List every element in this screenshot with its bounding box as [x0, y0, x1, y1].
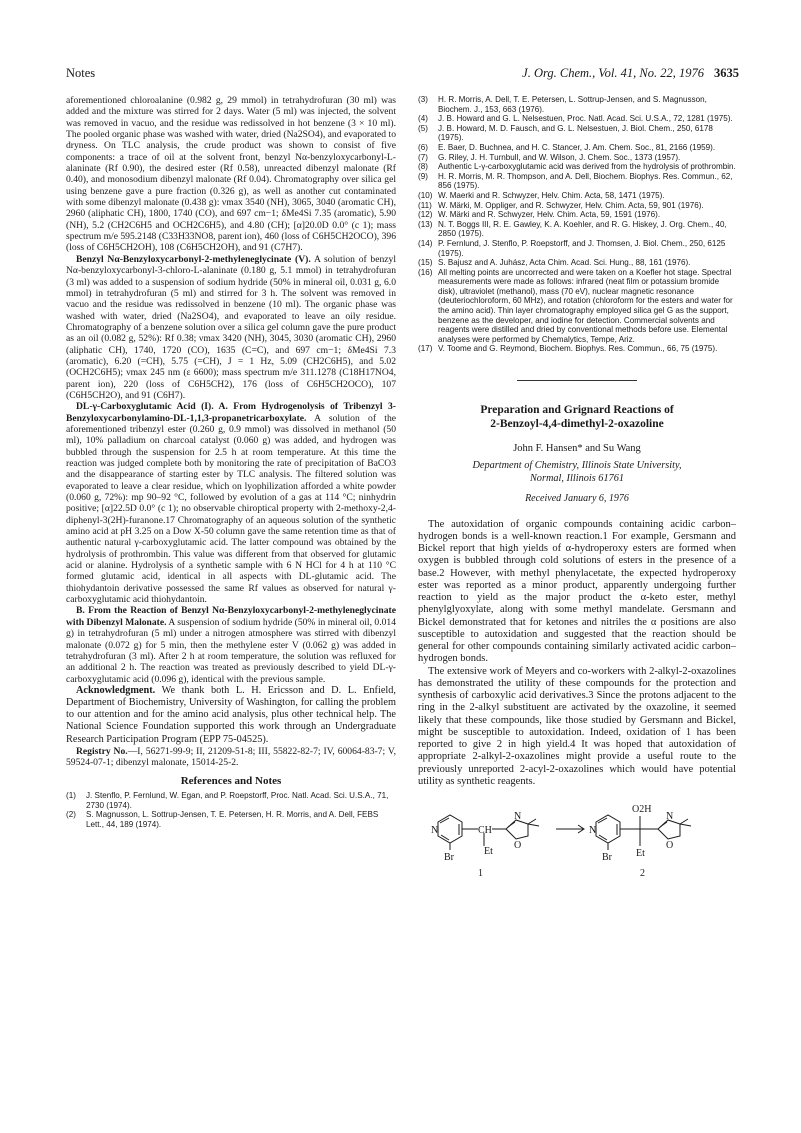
acknowledgment	[66, 685, 396, 746]
reference-text: All melting points are uncorrected and were taken on a Koefler hot stage. Spectral measurements were made as follows: infrared (neat film or potassium bromide disk), ultraviolet (methanol), mass (70 eV), nuclear magnetic resonance (deuteriochloroform, 60 MHz), and rotation (chloroform for the esters and water for the amino acid). Thin layer chromatography employed silica gel G as the support, benzene as the developer, and iodine for detection. Commercial solvents and reagents were distilled and dried by conventional methods before use. Elemental analyses were performed by Chemalytics, Tempe, Ariz.	[438, 267, 733, 344]
paragraph-1: aforementioned chloroalanine (0.982 g, 29 mmol) in tetrahydrofuran (30 ml) was added and the mixture was stirred for 2 days. Water (5 ml) was injected, the solvent was removed in vacuo, and the residue was redissolved in hot benzene (3 × 10 ml). The pooled organic phase was washed with water, dried (Na2SO4), and evaporated to dryness. On TLC analysis, the crude product was shown to consist of five components: a trace of oil at the solvent front, benzyl Nα-benzyloxycarbonyl-L-alaninate (Rf 0.90), the desired ester (Rf 0.58), unreacted dibenzyl malonate (Rf 0.40), and monosodium dibenzyl malonate (Rf 0.04). Chromatography over silica gel using benzene gave a pure fraction (0.326 g), as well as another cut contaminated with some dibenzyl malonate (0.438 g): νmax 3540 (NH), 3065, 3040 (aromatic CH), 2960 (aliphatic CH), 1800, 1740 (CO), and 697 cm−1; δMe4Si 7.35 (aromatic), 5.90 (NH), 5.2 (CH2C6H5 and OCH2C6H5), and 4.80 (CH); [α]20.0D 0.0° (c 1); mass spectrum m/e 595.2148 (C33H33NO8, parent ion), 460 (loss of C6H5CH2OCO), 396 (loss of C6H5CH2OH), 108 (C6H5CH2OH), and 91 (C7H7).	[66, 95, 396, 254]
reference-number: (6)	[418, 142, 428, 152]
reference-text: S. Magnusson, L. Sottrup-Jensen, T. E. Petersen, H. R. Morris, and A. Dell, FEBS Lett., 44, 189 (1974).	[86, 810, 379, 829]
oxazoline-ring-2	[658, 820, 680, 839]
reference-text: W. Märki and R. Schwyzer, Helv. Chim. Acta, 59, 1591 (1976).	[438, 210, 661, 220]
oxazoline-o-label-1: O	[514, 840, 522, 852]
acknowledgment-body: We thank both L. H. Ericsson and D. L. Enfield, Department of Biochemistry, University of Washington, for calling the problem to our attention and for the amino acid analysis, plus other technical help. The National Science Foundation supported this work through an Undergraduate Research Participation Program (EPP 75-04525).	[66, 684, 396, 745]
reference-number: (13)	[418, 219, 433, 229]
right-column	[418, 95, 736, 882]
reference-item	[418, 191, 736, 201]
left-column	[66, 95, 396, 829]
reference-number: (3)	[418, 95, 428, 104]
paragraph-3-title: DL-γ-Carboxyglutamic Acid (I). A. From Hydrogenolysis of Tribenzyl 3-Benzyloxycarbonylamino-DL-1,1,3-propanetricarboxylate.	[66, 401, 396, 424]
pyridine-n-label-1: N	[431, 825, 439, 837]
reference-item	[418, 124, 736, 143]
article-paragraph-1: The autoxidation of organic compounds containing acidic carbon–hydrogen bonds is a well-known reaction.1 For example, Gersmann and Bickel report that high yields of α-hydroperoxy esters are formed when oxygen is bubbled through cold solutions of esters in the presence of a base.2 However, with methyl phenylacetate, the expected hydroperoxy ester was reported as a minor product, apparently undergoing further reaction to yield as the major product the α-keto ester, methyl phenylglyoxylate, along with some methyl mandelate. Gersmann and Bickel demonstrated that for ketones and nitriles the α positions are also susceptible to autoxidation and suggested that the reaction should be general for other compounds containing similarly activated acidic carbon–hydrogen bonds.	[418, 518, 736, 665]
br-label-1: Br	[444, 852, 454, 864]
reference-item	[418, 220, 736, 239]
pyridine-n-label-2: N	[589, 825, 597, 837]
pyridine-ring-1	[438, 815, 462, 843]
article-title-line-2: 2-Benzoyl-4,4-dimethyl-2-oxazoline	[490, 418, 664, 431]
reference-number: (15)	[418, 258, 433, 268]
reference-item	[418, 239, 736, 258]
reference-item	[418, 344, 736, 354]
reference-number: (4)	[418, 114, 428, 124]
o2h-label: O2H	[632, 804, 652, 816]
pyridine-ring-2	[596, 815, 620, 843]
article-authors: John F. Hansen* and Su Wang	[513, 443, 641, 455]
reference-item	[418, 95, 736, 114]
oxazoline-ring-1	[506, 820, 528, 839]
paragraph-4-body: A suspension of sodium hydride (50% in mineral oil, 0.014 g) in tetrahydrofuran (5 ml) under a nitrogen atmosphere was stirred with dibenzyl malonate (0.072 g) for 5 min, then the methylene ester V (0.062 g) was added in tetrahydrofuran (3 ml). After 2 h at room temperature, the solution was refluxed for an additional 2 h. The reaction was treated as previously described to yield DL-γ-carboxyglutamic acid (0.096 g), identical with the previous sample.	[66, 616, 396, 685]
et-label-2: Et	[636, 848, 645, 860]
section-label: Notes	[66, 66, 96, 80]
registry-title: Registry No.	[76, 745, 128, 757]
affiliation-line-2: Normal, Illinois 61761	[529, 472, 625, 484]
reference-text: N. T. Boggs III, R. E. Gawley, K. A. Koehler, and R. G. Hiskey, J. Org. Chem., 40, 2850 (1975).	[438, 219, 727, 239]
reference-number: (9)	[418, 171, 428, 181]
oxazoline-o-label-2: O	[666, 840, 674, 852]
journal-citation	[522, 66, 739, 81]
reference-number: (8)	[418, 162, 428, 172]
acknowledgment-title: Acknowledgment.	[76, 684, 156, 696]
reference-number: (2)	[66, 810, 76, 820]
reference-number: (12)	[418, 210, 433, 220]
reference-text: P. Fernlund, J. Stenflo, P. Roepstorff, and J. Thomsen, J. Biol. Chem., 250, 6125 (1975).	[438, 238, 726, 258]
reference-number: (16)	[418, 267, 433, 277]
oxazoline-n-label-1: N	[514, 811, 522, 823]
reference-number: (5)	[418, 123, 428, 133]
article-paragraph-2: The extensive work of Meyers and co-workers with 2-alkyl-2-oxazolines has demonstrated the utility of these compounds for the protection and synthesis of carboxylic acid derivatives.3 Since the protons adjacent to the ring in the 2-alkyl substituent are activated by the oxazoline, it seemed likely that these compounds, like those studied by Gersmann and Bickel, might be susceptible to autoxidation. Indeed, oxidation of 1 has been reported to give 2 in high yield.4 It was hoped that autoxidation of appropriate 2-alkyl-2-oxazolines might provide a useful route to the previously unreported 2-acyl-2-oxazolines which would have potential utility as synthetic reagents.	[418, 665, 736, 787]
reference-text: W. Märki, M. Oppliger, and R. Schwyzer, Helv. Chim. Acta, 59, 901 (1976).	[438, 200, 704, 210]
compound-1-label: 1	[478, 868, 483, 880]
reference-number: (17)	[418, 344, 433, 354]
et-label-1: Et	[484, 846, 493, 858]
reference-item	[66, 810, 396, 829]
reference-item	[418, 268, 736, 345]
registry-numbers	[66, 746, 396, 769]
reference-text: H. R. Morris, M. R. Thompson, and A. Dell, Biochem. Biophys. Res. Commun., 62, 856 (1975).	[438, 171, 733, 191]
reference-number: (14)	[418, 238, 433, 248]
page-header	[66, 66, 739, 84]
reference-text: G. Riley, J. H. Turnbull, and W. Wilson, J. Chem. Soc., 1373 (1957).	[438, 152, 681, 162]
article-body	[418, 519, 736, 789]
references-list-right	[418, 95, 736, 354]
compound-2-label: 2	[640, 868, 645, 880]
reference-item	[418, 201, 736, 211]
reference-item	[418, 153, 736, 163]
article-affiliation	[418, 460, 736, 485]
reference-text: J. B. Howard and G. L. Nelsestuen, Proc. Natl. Acad. Sci. U.S.A., 72, 1281 (1975).	[438, 114, 733, 124]
journal-name: J. Org. Chem., Vol. 41, No. 22, 1976	[522, 66, 704, 80]
article-title	[418, 403, 736, 431]
reference-number: (7)	[418, 152, 428, 162]
reference-text: W. Maerki and R. Schwyzer, Helv. Chim. Acta, 58, 1471 (1975).	[438, 190, 665, 200]
reference-item	[418, 210, 736, 220]
reference-text: V. Toome and G. Reymond, Biochem. Biophys. Res. Commun., 66, 75 (1975).	[438, 344, 718, 354]
registry-body: —I, 56271-99-9; II, 21209-51-8; III, 55822-82-7; IV, 60064-83-7; V, 59524-07-1; dibenzyl malonate, 15014-25-2.	[66, 745, 396, 769]
reference-text: H. R. Morris, A. Dell, T. E. Petersen, L. Sottrup-Jensen, and S. Magnusson, Biochem. J., 153, 663 (1976).	[438, 95, 707, 114]
reference-item	[66, 791, 396, 810]
oxazoline-n-label-2: N	[666, 811, 674, 823]
reference-item	[418, 258, 736, 268]
reference-text: E. Baer, D. Buchnea, and H. C. Stancer, J. Am. Chem. Soc., 81, 2166 (1959).	[438, 142, 716, 152]
paragraph-2	[66, 254, 396, 401]
affiliation-line-1: Department of Chemistry, Illinois State University,	[472, 460, 682, 472]
reference-item	[418, 143, 736, 153]
reference-text: S. Bajusz and A. Juhász, Acta Chim. Acad. Sci. Hung., 88, 161 (1976).	[438, 258, 691, 268]
received-date: Received January 6, 1976	[525, 493, 629, 505]
page-number: 3635	[714, 66, 739, 80]
reference-number: (10)	[418, 190, 433, 200]
ch-label: CH	[478, 825, 492, 837]
reference-item	[418, 172, 736, 191]
paragraph-4	[66, 605, 396, 684]
paragraph-2-body: A solution of benzyl Nα-benzyloxycarbonyl-3-chloro-L-alaninate (0.180 g, 5.1 mmol) in tetrahydrofuran (3 ml) was added to a suspension of sodium hydride (50% in mineral oil, 0.031 g, 6.0 mmol) in tetrahydrofuran (5 ml) and stirred for 3 h. The solvent was removed in vacuo and the residue was redissolved in benzene (10 ml). The organic phase was washed with water, dried (Na2SO4), and evaporated to leave an oily residue. Chromatography of a benzene solution over a silica gel column gave the pure product as an oil (0.082 g, 52%): Rf 0.38; νmax 3420 (NH), 3045, 3030 (aromatic CH), 2960 (aliphatic CH), 1740, 1720 (CO), 1635 (C=C), and 697 cm−1; δMe4Si 7.3 (aromatic), 6.20 (=CH), 5.75 (=CH), J = 1 Hz, 5.09 (CH2C6H5), and 5.02 (OCH2C6H5); νmax 245 nm (ε 6600); mass spectrum m/e 311.1278 (C18H17NO4, parent ion), 220 (loss of C6H5CH2), 176 (loss of C6H5CH2OCO), 107 (C6H5CH2O), and 91 (C6H7).	[66, 253, 396, 401]
references-list-left	[66, 791, 396, 829]
reaction-scheme-drawing	[418, 792, 736, 882]
reaction-scheme	[418, 792, 736, 882]
paragraph-2-title: Benzyl Nα-Benzyloxycarbonyl-2-methyleneglycinate (V).	[76, 253, 311, 265]
paragraph-3	[66, 401, 396, 605]
reference-text: Authentic L-γ-carboxyglutamic acid was derived from the hydrolysis of prothrombin.	[438, 162, 736, 172]
paragraph-4-title: B. From the Reaction of Benzyl Nα-Benzyloxycarbonyl-2-methyleneglycinate with Dibenzyl Malonate.	[66, 605, 396, 628]
references-heading: References and Notes	[180, 774, 282, 787]
reference-text: J. Stenflo, P. Fernlund, W. Egan, and P. Roepstorff, Proc. Natl. Acad. Sci. U.S.A., 71, 2730 (1974).	[86, 790, 389, 810]
article-title-line-1: Preparation and Grignard Reactions of	[480, 404, 674, 417]
reference-text: J. B. Howard, M. D. Fausch, and G. L. Nelsestuen, J. Biol. Chem., 250, 6178 (1975).	[438, 123, 713, 143]
paragraph-3-body: A solution of the aforementioned tribenzyl ester (0.260 g, 0.9 mmol) was dissolved in methanol (50 ml), 10% palladium on charcoal catalyst (0.060 g) was added, and hydrogen was bubbled through the suspension for 2.5 h at room temperature. At this time the reaction was judged complete both by monitoring the rate of precipitation of BaCO3 and the disappearance of starting ester by TLC analysis. The filtered solution was evaporated to leave a clear residue, which on lyophilization afforded a white powder (0.060 g, 72%): mp 90–92 °C, followed by evolution of a gas at 114 °C; ninhydrin positive; [α]22.5D 0.0° (c 1); no observable chiroptical property with 2-methoxy-2,4-diphenyl-3(2H)-furanone.17 Chromatography of an aqueous solution of the synthetic amino acid at pH 3.25 on a Dow X-50 column gave the same retention time as that of authentic natural γ-carboxyglutamic acid. The latter compound was obtained by the hydrolysis of prothrombin. This value was different from that observed for glutamic acid or alanine. Hydrolysis of a synthetic sample with 6 N HCl for 4 h at 110 °C formed glutamic acid, identical in all aspects with DL-glutamic acid. The thiohydantoin derivative possessed the same Rf values as observed for natural γ-carboxyglutamic acid thiohydantoin.	[66, 412, 396, 606]
reference-item	[418, 162, 736, 172]
section-divider	[517, 380, 637, 381]
reference-item	[418, 114, 736, 124]
reference-number: (1)	[66, 790, 76, 800]
reference-number: (11)	[418, 200, 432, 210]
br-label-2: Br	[602, 852, 612, 864]
